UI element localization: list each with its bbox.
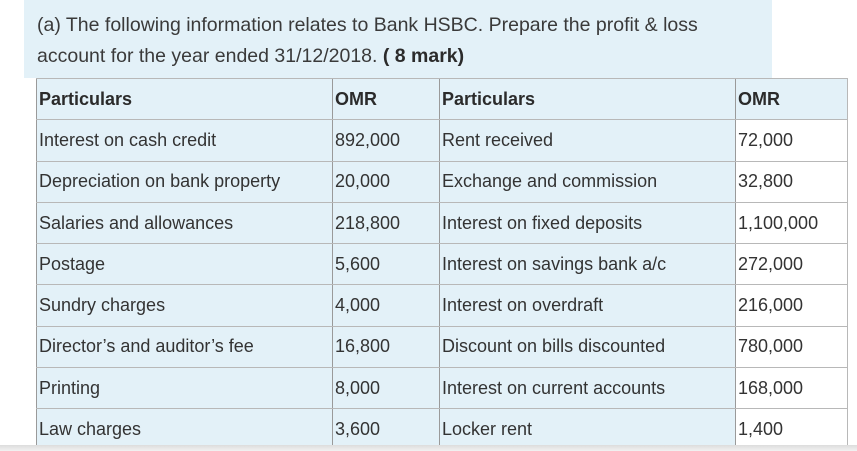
debit-amount: 218,800: [333, 202, 440, 243]
debit-amount: 892,000: [333, 120, 440, 161]
debit-item: Interest on cash credit: [37, 120, 333, 161]
debit-item: Postage: [37, 244, 333, 285]
profit-loss-data-table: [36, 78, 848, 451]
table-row: [37, 244, 848, 285]
debit-amount: 4,000: [333, 285, 440, 326]
table-row: [37, 161, 848, 202]
debit-item: Salaries and allowances: [37, 202, 333, 243]
credit-item: Discount on bills discounted: [440, 326, 736, 367]
table-row: [37, 202, 848, 243]
header-particulars-credit: Particulars: [440, 79, 736, 120]
table-row: [37, 285, 848, 326]
credit-amount: 1,400: [736, 409, 848, 450]
credit-amount: 168,000: [736, 368, 848, 409]
debit-amount: 8,000: [333, 368, 440, 409]
debit-item: Sundry charges: [37, 285, 333, 326]
credit-item: Rent received: [440, 120, 736, 161]
credit-item: Exchange and commission: [440, 161, 736, 202]
debit-amount: 16,800: [333, 326, 440, 367]
question-line-2: account for the year ended 31/12/2018.: [37, 45, 383, 67]
credit-item: Interest on overdraft: [440, 285, 736, 326]
debit-item: Director’s and auditor’s fee: [37, 326, 333, 367]
table-row: [37, 409, 848, 450]
table-row: [37, 326, 848, 367]
header-omr-credit: OMR: [736, 79, 848, 120]
header-omr-debit: OMR: [333, 79, 440, 120]
debit-amount: 3,600: [333, 409, 440, 450]
debit-item: Depreciation on bank property: [37, 161, 333, 202]
debit-amount: 5,600: [333, 244, 440, 285]
credit-amount: 72,000: [736, 120, 848, 161]
credit-item: Interest on fixed deposits: [440, 202, 736, 243]
credit-amount: 216,000: [736, 285, 848, 326]
table-row: [37, 120, 848, 161]
question-line-1: (a) The following information relates to Bank HSBC. Prepare the profit & loss: [37, 14, 698, 36]
header-particulars-debit: Particulars: [37, 79, 333, 120]
marks-label: ( 8 mark): [382, 45, 465, 67]
credit-amount: 272,000: [736, 244, 848, 285]
table-header-row: [37, 79, 848, 120]
credit-amount: 780,000: [736, 326, 848, 367]
credit-item: Interest on savings bank a/c: [440, 244, 736, 285]
bottom-edge-shadow: [0, 445, 857, 451]
debit-item: Law charges: [37, 409, 333, 450]
credit-amount: 1,100,000: [736, 202, 848, 243]
credit-item: Locker rent: [440, 409, 736, 450]
table-row: [37, 368, 848, 409]
question-text: [37, 10, 757, 72]
profit-loss-table-wrap: [36, 78, 847, 451]
credit-amount: 32,800: [736, 161, 848, 202]
debit-amount: 20,000: [333, 161, 440, 202]
debit-item: Printing: [37, 368, 333, 409]
credit-item: Interest on current accounts: [440, 368, 736, 409]
